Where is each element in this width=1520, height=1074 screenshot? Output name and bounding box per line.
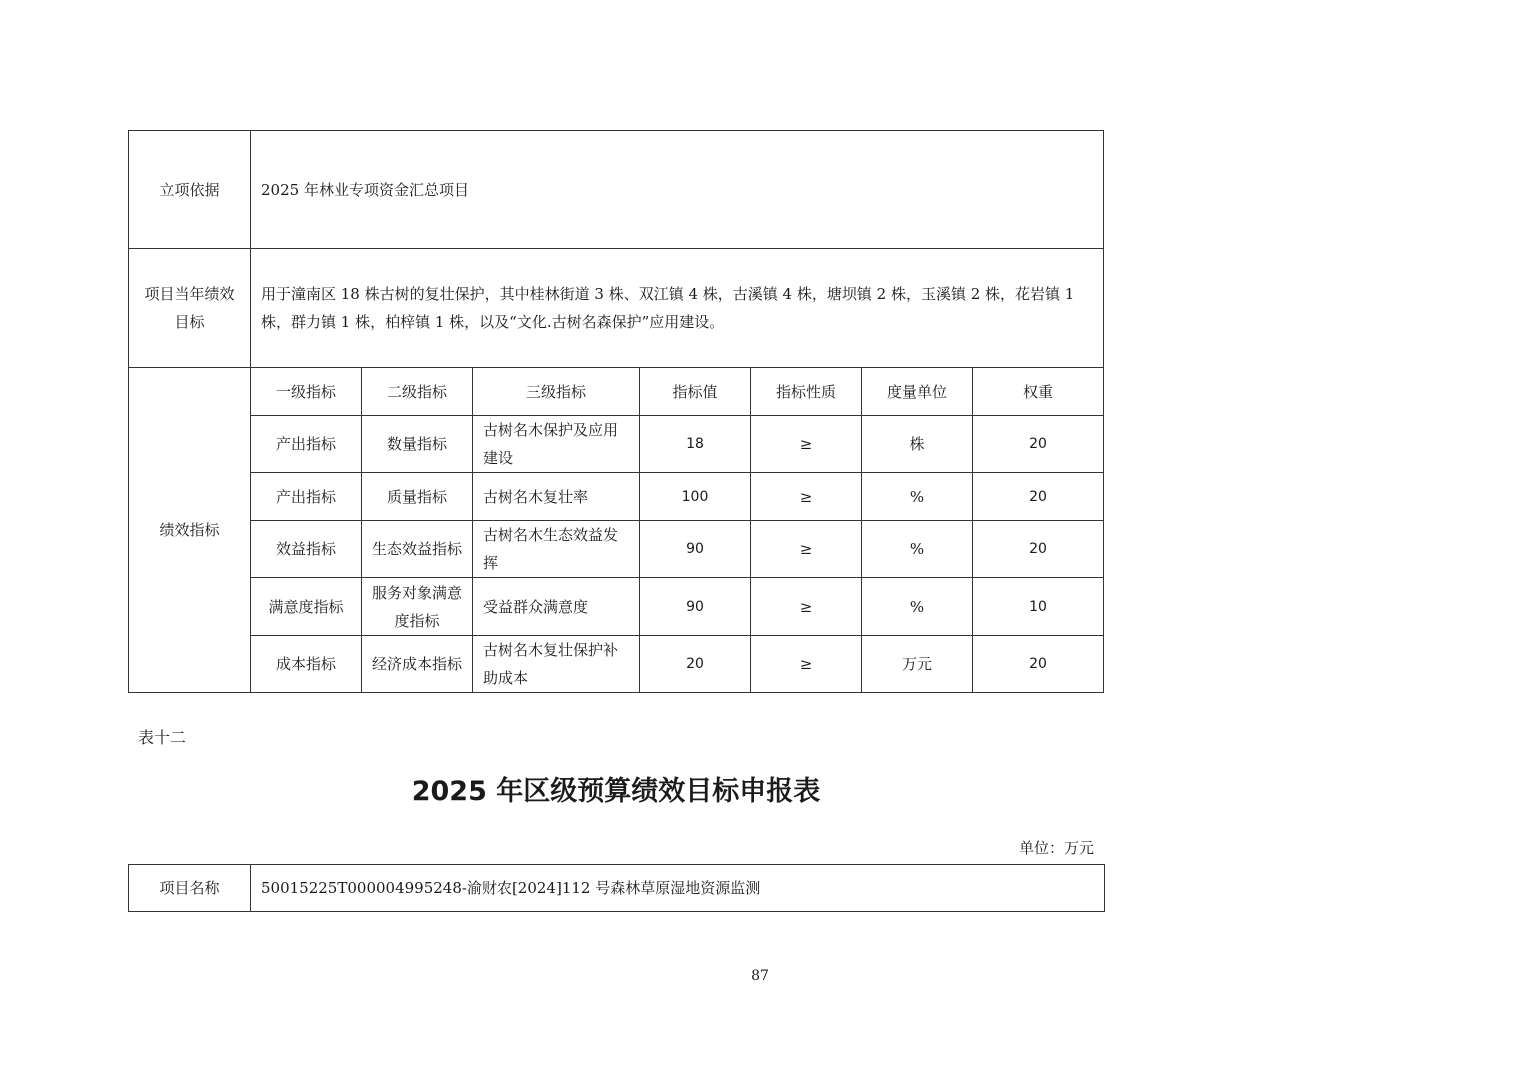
level3-cell: 受益群众满意度 — [473, 578, 640, 636]
nature-cell: ≥ — [751, 636, 862, 693]
value-cell: 20 — [640, 636, 751, 693]
table-row — [129, 473, 1104, 521]
level1-cell: 效益指标 — [251, 521, 362, 578]
weight-cell: 20 — [973, 636, 1104, 693]
level3-cell: 古树名木生态效益发挥 — [473, 521, 640, 578]
project-name-table — [128, 864, 1105, 912]
table-number-label: 表十二 — [138, 728, 187, 747]
performance-goal-table — [128, 130, 1104, 693]
level1-cell: 成本指标 — [251, 636, 362, 693]
unit-cell: 株 — [862, 416, 973, 473]
level2-cell: 经济成本指标 — [362, 636, 473, 693]
level1-cell: 产出指标 — [251, 473, 362, 521]
unit-cell: % — [862, 578, 973, 636]
level2-cell: 质量指标 — [362, 473, 473, 521]
level2-cell: 生态效益指标 — [362, 521, 473, 578]
value-cell: 18 — [640, 416, 751, 473]
table-row — [129, 521, 1104, 578]
header-cell: 指标性质 — [751, 368, 862, 416]
basis-label: 立项依据 — [129, 131, 251, 249]
level1-cell: 产出指标 — [251, 416, 362, 473]
header-cell: 度量单位 — [862, 368, 973, 416]
weight-cell: 10 — [973, 578, 1104, 636]
header-cell: 权重 — [973, 368, 1104, 416]
goal-value: 用于潼南区 18 株古树的复壮保护，其中桂林街道 3 株、双江镇 4 株，古溪镇 4 株，塘坝镇 2 株，玉溪镇 2 株，花岩镇 1 株，群力镇 1 株，柏梓镇 1 株，以及“文化.古树名森保护”应用建设。 — [251, 249, 1104, 368]
page-number: 87 — [751, 968, 769, 984]
nature-cell: ≥ — [751, 473, 862, 521]
table-row — [129, 578, 1104, 636]
level2-cell: 数量指标 — [362, 416, 473, 473]
header-cell: 三级指标 — [473, 368, 640, 416]
level3-cell: 古树名木复壮率 — [473, 473, 640, 521]
level3-cell: 古树名木保护及应用建设 — [473, 416, 640, 473]
form-title: 2025 年区级预算绩效目标申报表 — [411, 776, 821, 807]
weight-cell: 20 — [973, 416, 1104, 473]
nature-cell: ≥ — [751, 578, 862, 636]
level3-cell: 古树名木复壮保护补助成本 — [473, 636, 640, 693]
project-name-value: 50015225T000004995248-渝财农[2024]112 号森林草原湿地资源监测 — [251, 865, 1105, 912]
level2-cell: 服务对象满意度指标 — [362, 578, 473, 636]
header-cell: 一级指标 — [251, 368, 362, 416]
goal-label: 项目当年绩效目标 — [129, 249, 251, 368]
header-cell: 二级指标 — [362, 368, 473, 416]
unit-cell: % — [862, 521, 973, 578]
indicators-label: 绩效指标 — [129, 368, 251, 693]
table-row — [129, 416, 1104, 473]
unit-cell: 万元 — [862, 636, 973, 693]
value-cell: 100 — [640, 473, 751, 521]
weight-cell: 20 — [973, 473, 1104, 521]
header-cell: 指标值 — [640, 368, 751, 416]
unit-label: 单位：万元 — [1018, 839, 1094, 857]
basis-value: 2025 年林业专项资金汇总项目 — [251, 131, 1104, 249]
nature-cell: ≥ — [751, 521, 862, 578]
nature-cell: ≥ — [751, 416, 862, 473]
level1-cell: 满意度指标 — [251, 578, 362, 636]
unit-cell: % — [862, 473, 973, 521]
value-cell: 90 — [640, 521, 751, 578]
project-name-label: 项目名称 — [129, 865, 251, 912]
value-cell: 90 — [640, 578, 751, 636]
weight-cell: 20 — [973, 521, 1104, 578]
table-row — [129, 636, 1104, 693]
